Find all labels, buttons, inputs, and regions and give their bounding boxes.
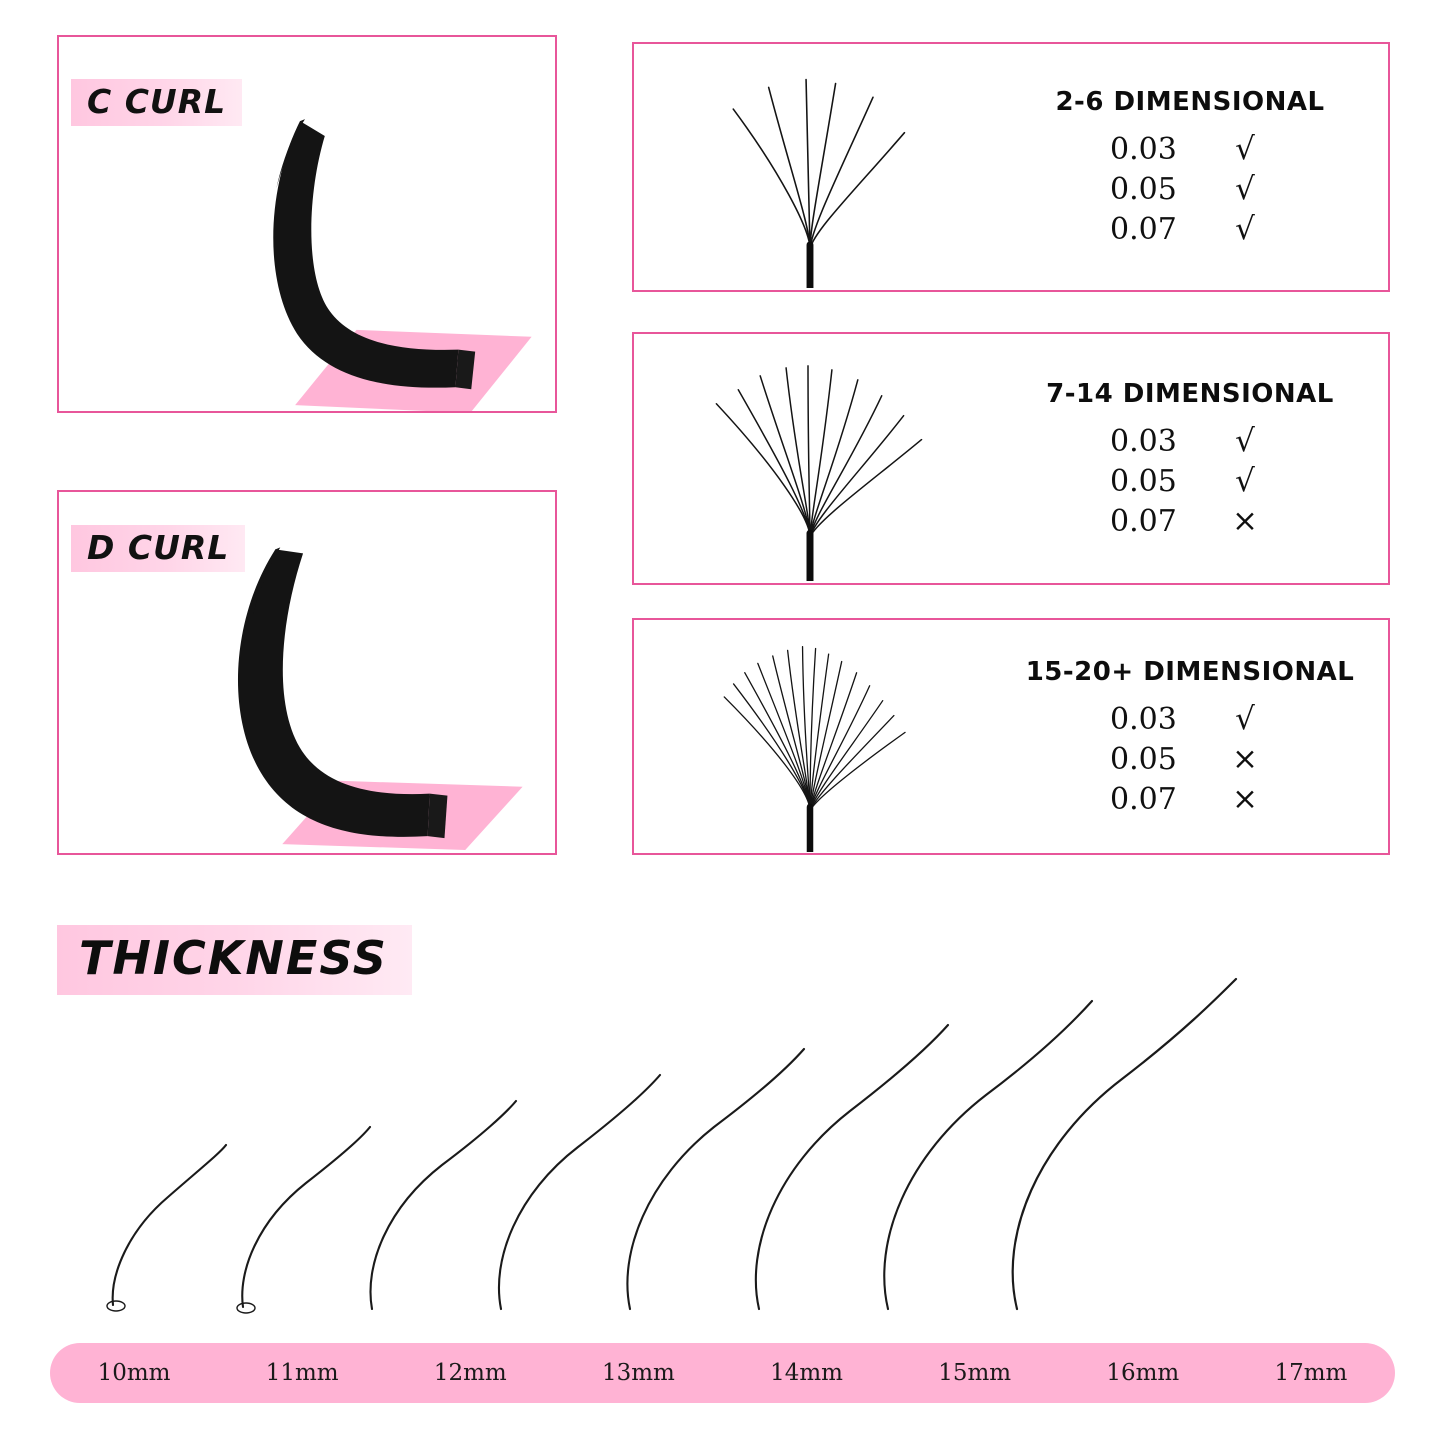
curl-label-c: C CURL <box>71 79 242 126</box>
length-tick-10mm: 10mm <box>97 1360 171 1386</box>
thickness-section-label: THICKNESS <box>57 925 412 995</box>
thickness-value: 0.07 <box>1110 212 1177 247</box>
length-tick-15mm: 15mm <box>938 1360 1012 1386</box>
lash-curve-16mm <box>884 1001 1092 1309</box>
availability-row <box>1110 701 1270 737</box>
dimensional-text-1 <box>990 44 1390 290</box>
length-tick-12mm: 12mm <box>433 1360 507 1386</box>
lash-curve-14mm <box>627 1049 804 1309</box>
availability-row <box>1110 423 1270 459</box>
dimensional-text-3 <box>990 620 1390 853</box>
fan-illustration-2-6 <box>660 52 960 288</box>
lash-curve-12mm <box>370 1101 516 1309</box>
length-tick-16mm: 16mm <box>1106 1360 1180 1386</box>
length-tick-17mm: 17mm <box>1274 1360 1348 1386</box>
availability-mark: √ <box>1235 131 1255 167</box>
lash-length-illustrations <box>50 975 1400 1335</box>
dimensional-panel-1 <box>632 42 1390 292</box>
availability-mark: √ <box>1235 171 1255 207</box>
fan-illustration-7-14 <box>660 342 960 581</box>
dimensional-panel-3 <box>632 618 1390 855</box>
thickness-value: 0.07 <box>1110 781 1177 817</box>
lash-curve-13mm <box>499 1075 660 1309</box>
thickness-value: 0.03 <box>1110 423 1177 459</box>
dimensional-text-2 <box>990 334 1390 583</box>
length-scale-bar <box>50 1343 1395 1403</box>
availability-row <box>1110 171 1270 207</box>
availability-row <box>1110 463 1270 499</box>
length-tick-13mm: 13mm <box>601 1360 675 1386</box>
availability-mark: √ <box>1235 462 1255 499</box>
availability-mark: × <box>1232 740 1258 777</box>
length-tick-14mm: 14mm <box>770 1360 843 1386</box>
dimensional-panel-2 <box>632 332 1390 585</box>
availability-mark: √ <box>1235 700 1255 737</box>
thickness-availability-list-1 <box>1110 131 1270 247</box>
lash-body-c <box>273 121 458 388</box>
availability-row <box>1110 131 1270 167</box>
availability-mark: √ <box>1235 211 1255 247</box>
thickness-availability-list-3 <box>1110 701 1270 817</box>
lash-curve-11mm <box>242 1127 370 1307</box>
availability-row <box>1110 211 1270 247</box>
availability-row <box>1110 741 1270 777</box>
curl-panel-d-curl <box>57 490 557 855</box>
pink-card-c <box>295 330 531 411</box>
thickness-availability-list-2 <box>1110 423 1270 539</box>
pink-card-d <box>282 781 522 850</box>
lash-curve-17mm <box>1013 979 1236 1309</box>
fan-illustration-15-20 <box>660 628 960 852</box>
dimensional-title-2: 7-14 DIMENSIONAL <box>1046 378 1334 409</box>
thickness-value: 0.07 <box>1110 503 1177 539</box>
thickness-value: 0.03 <box>1110 701 1177 737</box>
availability-mark: × <box>1232 502 1258 539</box>
availability-row <box>1110 503 1270 539</box>
dimensional-title-1: 2-6 DIMENSIONAL <box>1055 87 1325 117</box>
curl-panel-c-curl <box>57 35 557 413</box>
thickness-value: 0.03 <box>1110 132 1177 167</box>
dimensional-title-3: 15-20+ DIMENSIONAL <box>1025 656 1355 687</box>
curl-label-d: D CURL <box>71 525 245 572</box>
length-tick-11mm: 11mm <box>265 1360 339 1386</box>
lash-body-d <box>238 549 430 837</box>
thickness-value: 0.05 <box>1110 741 1177 777</box>
lash-curve-10mm <box>113 1145 226 1305</box>
thickness-value: 0.05 <box>1110 463 1177 499</box>
availability-mark: √ <box>1235 422 1255 459</box>
availability-mark: × <box>1232 780 1258 817</box>
availability-row <box>1110 781 1270 817</box>
thickness-value: 0.05 <box>1110 172 1177 207</box>
